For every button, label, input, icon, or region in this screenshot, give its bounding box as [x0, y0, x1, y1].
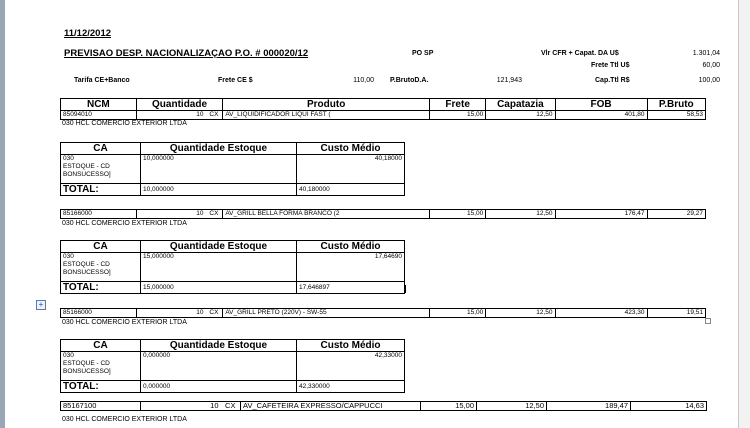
- vlr-cfr-label: Vlr CFR + Capat. DA U$: [541, 50, 619, 57]
- ca-table-2: [60, 240, 405, 294]
- table-move-handle-icon[interactable]: +: [36, 300, 46, 310]
- product-table-1: [60, 98, 706, 120]
- vlr-cfr-value: 1.301,04: [692, 50, 720, 57]
- ca-col-qtd: Quantidade Estoque: [141, 143, 297, 155]
- ca-desc: BONSUCESSO]: [63, 368, 111, 375]
- cell-produto: AV_GRILL BELLA FORMA BRANCO (2: [223, 210, 430, 219]
- cell-ncm: 85094010: [61, 111, 137, 120]
- ca-col-qtd: Quantidade Estoque: [141, 340, 297, 352]
- frete-ce-label: Frete CE $: [218, 77, 253, 84]
- ca-col-ca: CA: [61, 241, 141, 253]
- window-left-border: [0, 0, 5, 428]
- supplier-line: 030 HCL COMERCIO EXTERIOR LTDA: [62, 120, 187, 127]
- col-ncm: NCM: [61, 99, 137, 111]
- col-capatazia: Capatazia: [486, 99, 555, 111]
- cell-fob: 401,80: [555, 111, 647, 120]
- cell-capatazia: 12,50: [486, 210, 555, 219]
- ca-table-1: [60, 142, 405, 196]
- frete-ttl-value: 60,00: [702, 62, 720, 69]
- cell-fob: 176,47: [555, 210, 647, 219]
- cell-qty: 10: [141, 402, 221, 411]
- ca-code: 030: [63, 253, 74, 260]
- col-fob: FOB: [555, 99, 647, 111]
- cell-fob: 423,30: [555, 309, 647, 318]
- pbruto-da-label: P.BrutoD.A.: [390, 77, 429, 84]
- column-header-row: [61, 99, 706, 111]
- cell-pbruto: 19,51: [647, 309, 706, 318]
- cell-capatazia: 12,50: [477, 402, 547, 411]
- report-date: 11/12/2012: [64, 28, 112, 39]
- product-table-4: [60, 401, 707, 411]
- ca-total-label: TOTAL:: [61, 381, 141, 393]
- ca-col-qtd: Quantidade Estoque: [141, 241, 297, 253]
- cell-pbruto: 14,63: [631, 402, 707, 411]
- cell-frete: 15,00: [421, 402, 477, 411]
- ca-total-qtd: 15,000000: [141, 282, 297, 294]
- ca-custo: 17,64690: [297, 253, 405, 282]
- ca-table-3: [60, 339, 405, 393]
- ca-total-label: TOTAL:: [61, 282, 141, 294]
- ca-col-ca: CA: [61, 143, 141, 155]
- ca-custo: 42,33000: [297, 352, 405, 381]
- supplier-line: 030 HCL COMERCIO EXTERIOR LTDA: [62, 220, 187, 227]
- tarifa-label: Tarifa CE+Banco: [74, 77, 130, 84]
- cell-unit: CX: [206, 210, 223, 219]
- ca-total-custo: 42,330000: [297, 381, 405, 393]
- ca-desc: ESTOQUE - CD: [63, 261, 110, 268]
- frete-ce-value: 110,00: [353, 77, 374, 84]
- table-row: [61, 309, 706, 318]
- cell-pbruto: 58,53: [647, 111, 705, 120]
- ca-col-ca: CA: [61, 340, 141, 352]
- table-row: [61, 402, 707, 411]
- ca-total-custo: 40,180000: [297, 184, 405, 196]
- ca-col-custo: Custo Médio: [297, 241, 405, 253]
- col-frete: Frete: [430, 99, 486, 111]
- cell-unit: CX: [206, 111, 223, 120]
- cell-qty: 10: [136, 309, 205, 318]
- cap-ttl-label: Cap.Ttl R$: [595, 77, 630, 84]
- ca-total-qtd: 10,000000: [141, 184, 297, 196]
- ca-code: 030: [63, 155, 74, 162]
- table-row: [61, 210, 706, 219]
- ca-desc: ESTOQUE - CD: [63, 360, 110, 367]
- cell-produto: AV_LIQUIDIFICADOR LIQUI FAST (: [223, 111, 430, 120]
- col-produto: Produto: [223, 99, 430, 111]
- ca-total-qtd: 0,000000: [141, 381, 297, 393]
- cap-ttl-value: 100,00: [698, 77, 720, 84]
- cell-capatazia: 12,50: [486, 111, 555, 120]
- frete-ttl-label: Frete Ttl U$: [591, 62, 630, 69]
- ca-code: 030: [63, 352, 74, 359]
- report-title: PREVISAO DESP. NACIONALIZAÇAO P.O. # 000020/12: [64, 48, 309, 59]
- ca-desc: BONSUCESSO]: [63, 269, 111, 276]
- pbruto-da-value: 121,943: [496, 77, 522, 84]
- cell-ncm: 85166000: [61, 210, 137, 219]
- ca-custo: 40,18000: [297, 155, 405, 184]
- document-gutter: [739, 0, 750, 428]
- cell-ncm: 85166000: [61, 309, 137, 318]
- po-label: PO SP: [412, 50, 434, 57]
- table-resize-handle[interactable]: [705, 318, 711, 324]
- cell-unit: CX: [221, 402, 241, 411]
- table-row: [61, 111, 706, 120]
- ca-qtd: 10,000000: [141, 155, 297, 184]
- ca-qtd: 15,000000: [141, 253, 297, 282]
- ca-col-custo: Custo Médio: [297, 143, 405, 155]
- product-table-3: [60, 308, 706, 318]
- supplier-line: 030 HCL COMERCIO EXTERIOR LTDA: [62, 416, 187, 423]
- cell-qty: 10: [136, 210, 205, 219]
- ca-desc: BONSUCESSO]: [63, 171, 111, 178]
- ca-qtd: 0,000000: [141, 352, 297, 381]
- col-pbruto: P.Bruto: [647, 99, 705, 111]
- ca-total-custo: 17,646897: [297, 282, 405, 294]
- cell-frete: 15,00: [430, 111, 486, 120]
- cell-pbruto: 29,27: [647, 210, 706, 219]
- text-cursor: [405, 285, 406, 293]
- cell-frete: 15,00: [430, 210, 486, 219]
- cell-produto: AV_CAFETEIRA EXPRESSO/CAPPUCCI: [241, 402, 421, 411]
- col-quantidade: Quantidade: [136, 99, 223, 111]
- supplier-line: 030 HCL COMERCIO EXTERIOR LTDA: [62, 319, 187, 326]
- cell-fob: 189,47: [547, 402, 631, 411]
- cell-capatazia: 12,50: [486, 309, 555, 318]
- cell-frete: 15,00: [430, 309, 486, 318]
- ca-col-custo: Custo Médio: [297, 340, 405, 352]
- ca-total-label: TOTAL:: [61, 184, 141, 196]
- cell-produto: AV_GRILL PRETO (220V) - SW-55: [223, 309, 430, 318]
- product-table-2: [60, 209, 706, 219]
- cell-ncm: 85167100: [61, 402, 141, 411]
- ca-desc: ESTOQUE - CD: [63, 163, 110, 170]
- cell-unit: CX: [206, 309, 223, 318]
- cell-qty: 10: [136, 111, 205, 120]
